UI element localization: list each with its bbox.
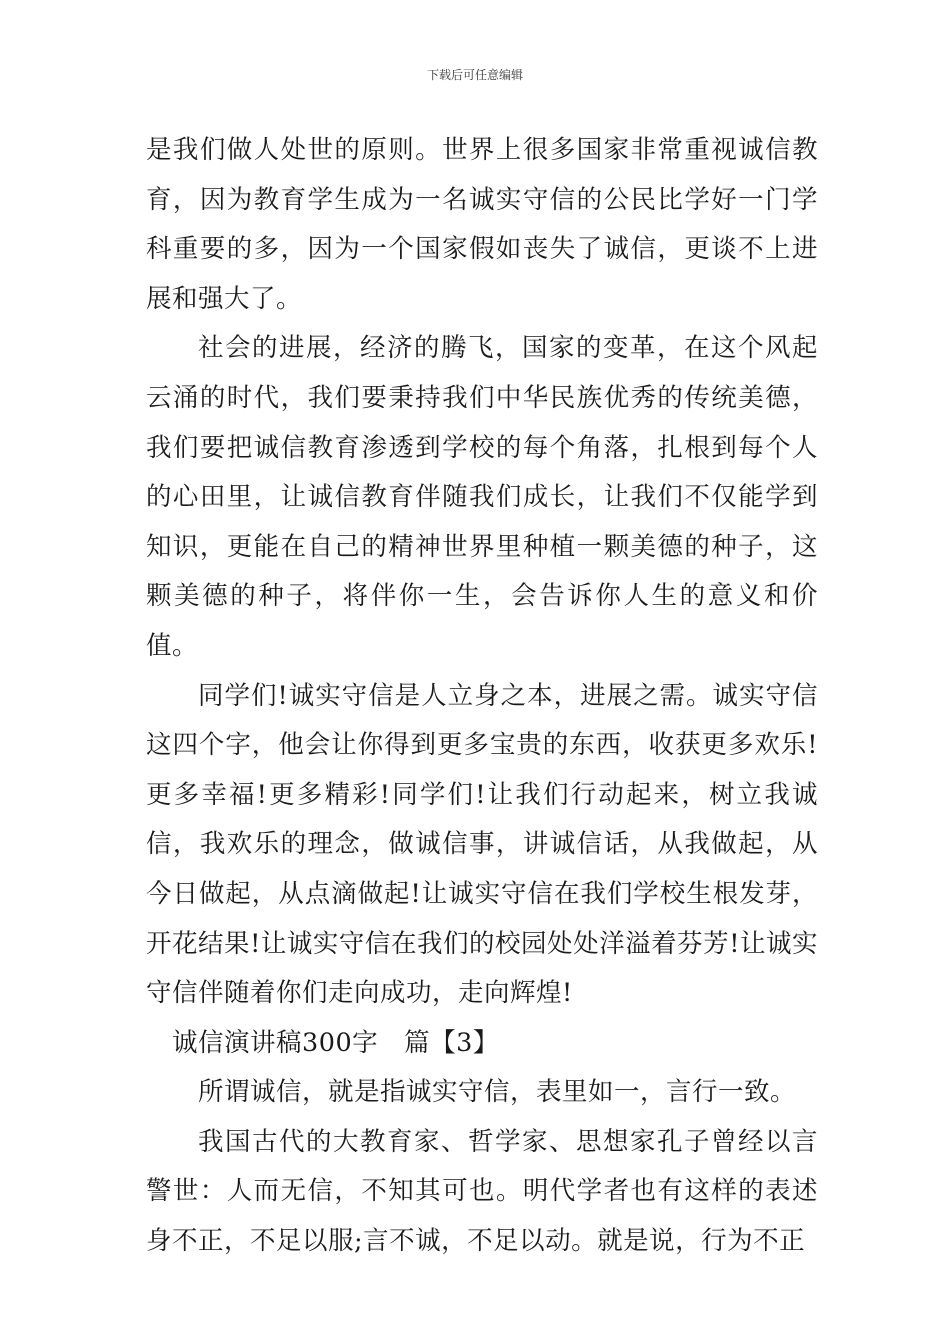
- paragraph-3: 同学们!诚实守信是人立身之本，进展之需。诚实守信这四个字，他会让你得到更多宝贵的东西，收获更多欢乐!更多幸福!更多精彩!同学们!让我们行动起来，树立我诚信，我欢乐的理念，做诚信事，讲诚信话，从我做起，从今日做起，从点滴做起!让诚实守信在我们学校生根发芽，开花结果!让诚实守信在我们的校园处处洋溢着芬芳!让诚实守信伴随着你们走向成功，走向辉煌!: [146, 680, 818, 1009]
- section-heading: 诚信演讲稿300字 篇【3】: [172, 1027, 499, 1058]
- paragraph-2: 社会的进展，经济的腾飞，国家的变革，在这个风起云涌的时代，我们要秉持我们中华民族优秀的传统美德，我们要把诚信教育渗透到学校的每个角落，扎根到每个人的心田里，让诚信教育伴随我们成长，让我们不仅能学到知识，更能在自己的精神世界里种植一颗美德的种子，这颗美德的种子，将伴你一生，会告诉你人生的意义和价值。: [146, 333, 818, 661]
- paragraph-1: 是我们做人处世的原则。世界上很多国家非常重视诚信教育，因为教育学生成为一名诚实守信的公民比学好一门学科重要的多，因为一个国家假如丧失了诚信，更谈不上进展和强大了。: [146, 135, 818, 314]
- page-header: 下载后可任意编辑: [426, 68, 523, 82]
- document-body: [146, 126, 818, 1267]
- paragraph-5: 我国古代的大教育家、哲学家、思想家孔子曾经以言警世：人而无信，不知其可也。明代学者也有这样的表述身不正，不足以服;言不诚，不足以动。就是说，行为不正: [146, 1126, 818, 1257]
- paragraph-4: 所谓诚信，就是指诚实守信，表里如一，言行一致。: [198, 1077, 797, 1108]
